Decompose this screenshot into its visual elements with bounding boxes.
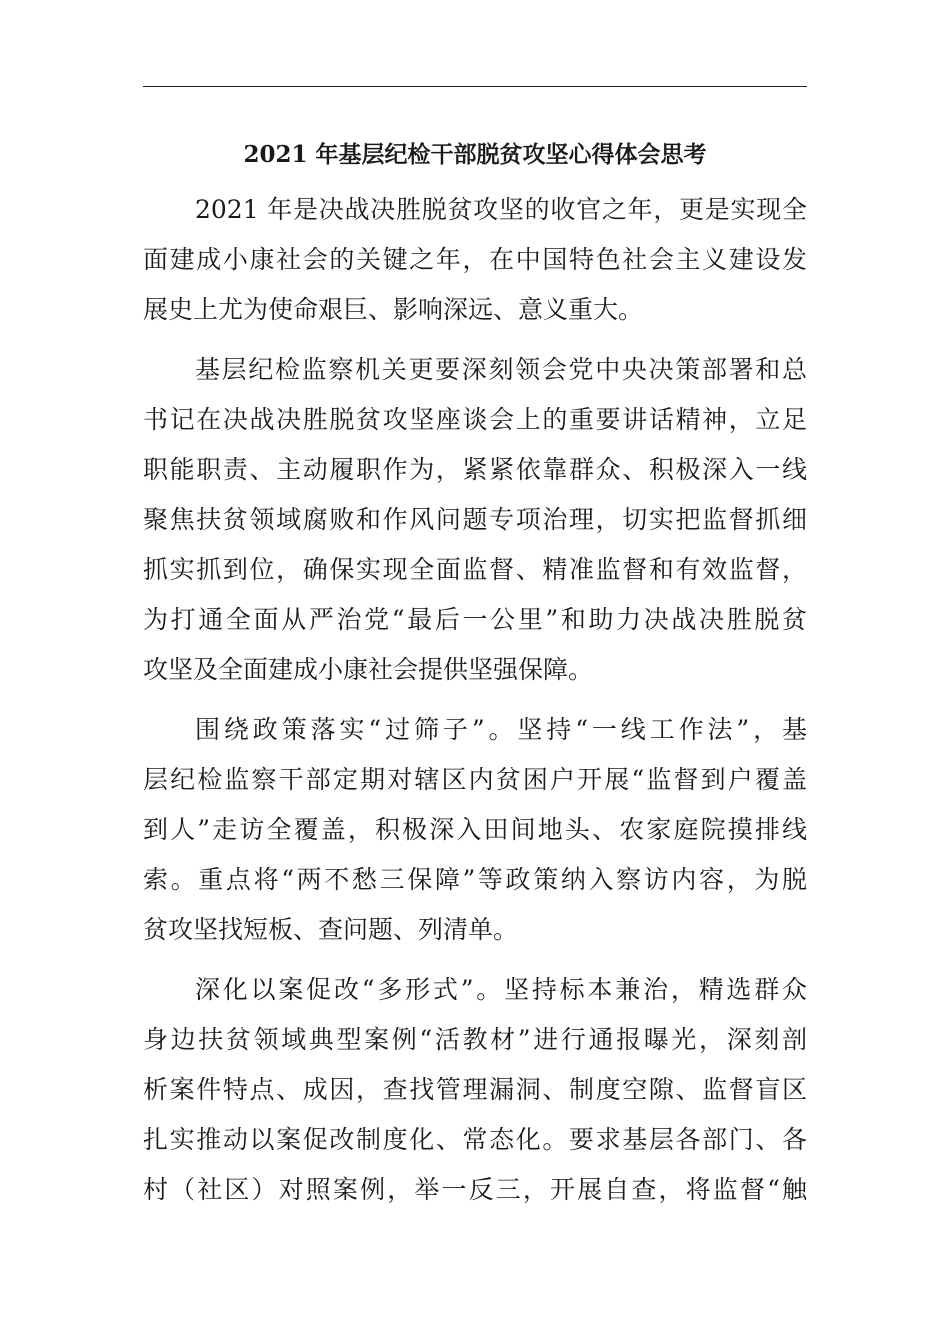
paragraph-line: 扎实推动以案促改制度化、常态化。要求基层各部门、各 (143, 1125, 807, 1154)
paragraph-line: 围绕政策落实“过筛子”。坚持“一线工作法”，基 (195, 715, 807, 744)
paragraph-line: 基层纪检监察机关更要深刻领会党中央决策部署和总 (195, 355, 807, 384)
paragraph-2 (143, 345, 807, 695)
paragraph-line: 展史上尤为使命艰巨、影响深远、意义重大。 (143, 295, 644, 324)
paragraph-line: 层纪检监察干部定期对辖区内贫困户开展“监督到户覆盖 (143, 765, 807, 794)
paragraph-line: 聚焦扶贫领域腐败和作风问题专项治理，切实把监督抓细 (143, 505, 807, 534)
paragraph-line: 析案件特点、成因，查找管理漏洞、制度空隙、监督盲区 (143, 1075, 807, 1104)
paragraph-line: 为打通全面从严治党“最后一公里”和助力决战决胜脱贫 (143, 605, 807, 634)
paragraph-line: 攻坚及全面建成小康社会提供坚强保障。 (143, 655, 594, 684)
paragraph-line: 贫攻坚找短板、查问题、列清单。 (143, 915, 519, 944)
paragraph-line: 书记在决战决胜脱贫攻坚座谈会上的重要讲话精神，立足 (143, 405, 807, 434)
paragraph-line: 索。重点将“两不愁三保障”等政策纳入察访内容，为脱 (143, 865, 807, 894)
paragraph-3 (143, 705, 807, 955)
header-rule (143, 86, 807, 87)
paragraph-line: 身边扶贫领域典型案例“活教材”进行通报曝光，深刻剖 (143, 1025, 807, 1054)
paragraph-line: 2021 年是决战决胜脱贫攻坚的收官之年，更是实现全 (195, 195, 807, 224)
paragraph-line: 到人”走访全覆盖，积极深入田间地头、农家庭院摸排线 (143, 815, 807, 844)
document-title: 2021 年基层纪检干部脱贫攻坚心得体会思考 (243, 141, 707, 168)
paragraph-line: 抓实抓到位，确保实现全面监督、精准监督和有效监督， (143, 555, 807, 584)
paragraph-line: 职能职责、主动履职作为，紧紧依靠群众、积极深入一线 (143, 455, 807, 484)
paragraph-line: 村（社区）对照案例，举一反三，开展自查，将监督“触 (143, 1175, 807, 1204)
paragraph-line: 深化以案促改“多形式”。坚持标本兼治，精选群众 (195, 975, 807, 1004)
paragraph-4 (143, 965, 807, 1215)
document-body (143, 185, 807, 1225)
paragraph-line: 面建成小康社会的关键之年，在中国特色社会主义建设发 (143, 245, 807, 274)
paragraph-1 (143, 185, 807, 335)
